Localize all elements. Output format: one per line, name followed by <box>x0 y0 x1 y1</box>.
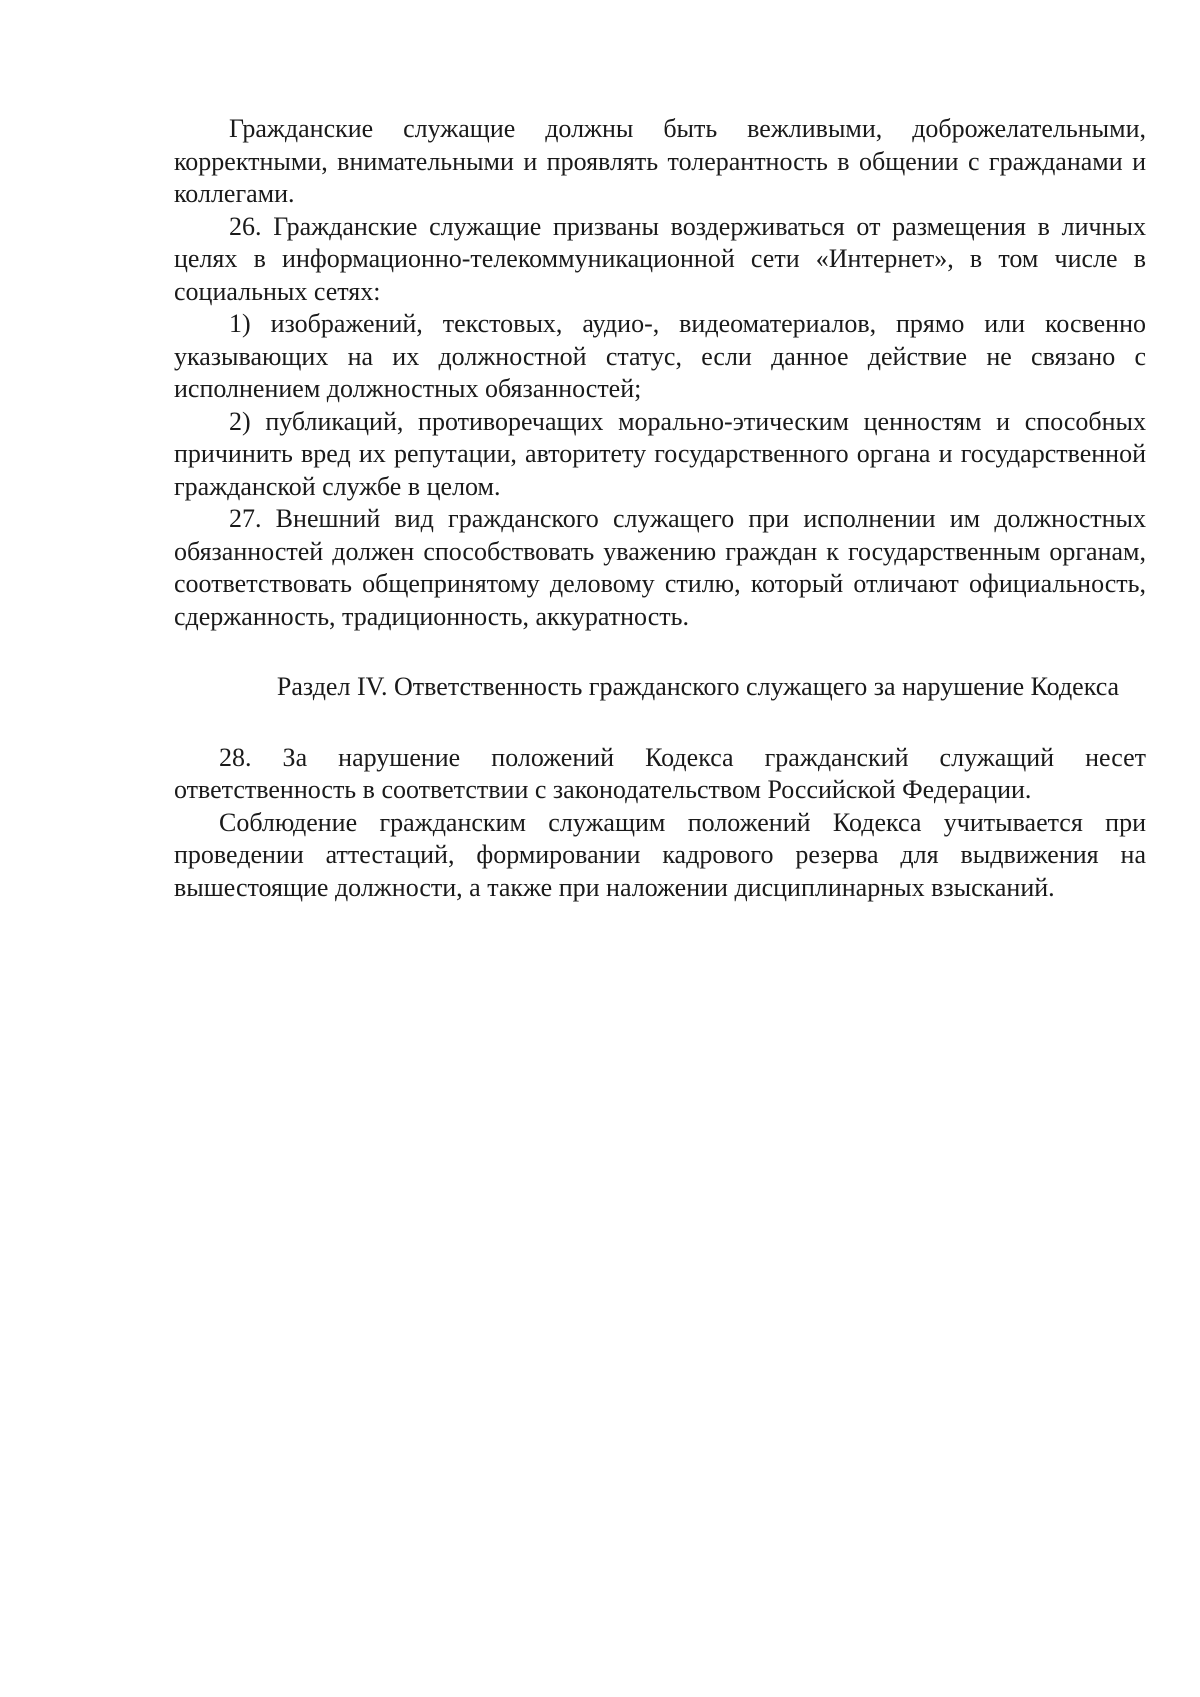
section-heading: Раздел IV. Ответственность гражданского служащего за нарушение Кодекса <box>276 672 1120 701</box>
paragraph-26-item-1: 1) изображений, текстовых, аудио-, видеоматериалов, прямо или косвенно указывающих на их должностной статус, если данное действие не связано с исполнением должностных обязанностей; <box>174 309 1146 403</box>
paragraph-28: 28. За нарушение положений Кодекса гражданский служащий несет ответственность в соответствии с законодательством Российской Федерации. <box>174 742 1146 804</box>
document-body <box>174 113 1146 904</box>
paragraph-26-item-2: 2) публикаций, противоречащих морально-этическим ценностям и способных причинить вред их репутации, авторитету государственного органа и государственной гражданской службе в целом. <box>174 406 1146 501</box>
paragraph-politeness: Гражданские служащие должны быть вежливыми, доброжелательными, корректными, внимательными и проявлять толерантность в общении с гражданами и коллегами. <box>174 114 1146 208</box>
paragraph-compliance: Соблюдение гражданским служащим положений Кодекса учитывается при проведении аттестаций, формировании кадрового резерва для выдвижения на вышестоящие должности, а также при наложении дисциплинарных взысканий. <box>174 807 1146 902</box>
paragraph-26: 26. Гражданские служащие призваны воздерживаться от размещения в личных целях в информационно-телекоммуникационной сети «Интернет», в том числе в социальных сетях: <box>174 211 1146 306</box>
paragraph-27: 27. Внешний вид гражданского служащего при исполнении им должностных обязанностей должен способствовать уважению граждан к государственным органам, соответствовать общепринятому деловому стилю, который отличают официальность, сдержанность, традиционность, аккуратность. <box>174 504 1146 631</box>
